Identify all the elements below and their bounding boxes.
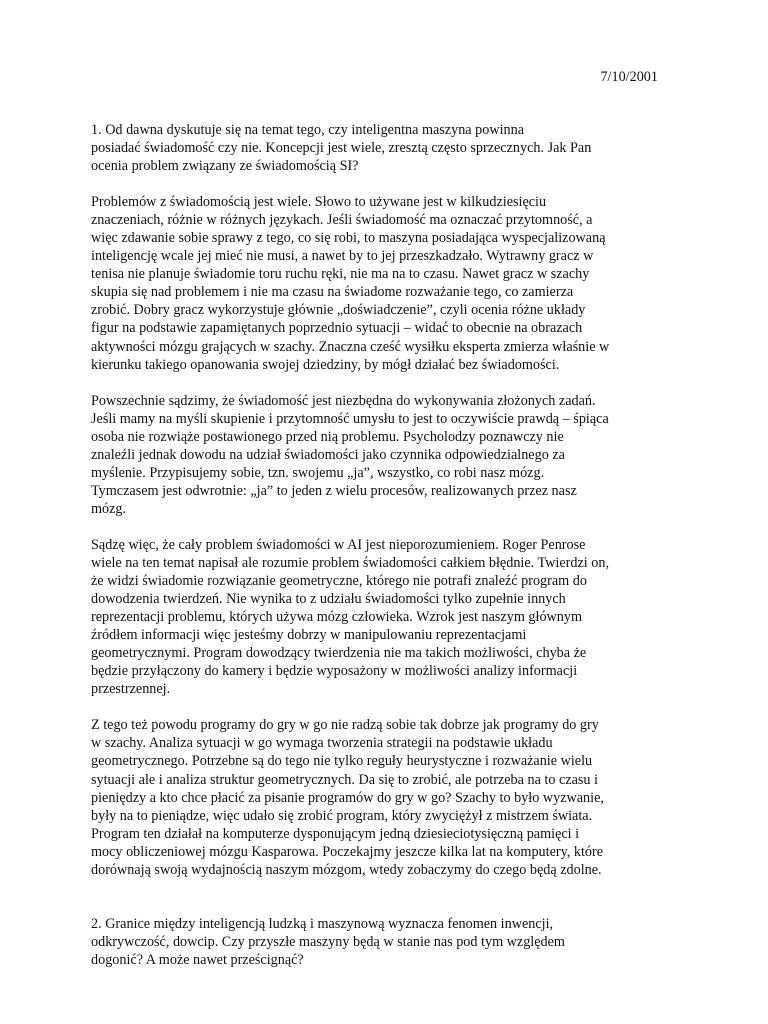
- paragraph-line: znaleźli jednak dowodu na udział świadomości jako czynnika odpowiedzialnego za: [91, 446, 565, 463]
- paragraph-line: mocy obliczeniowej mózgu Kasparowa. Poczekajmy jeszcze kilka lat na komputery, które: [91, 843, 604, 860]
- paragraph-line: wiele na ten temat napisał ale rozumie problem świadomości całkiem błędnie. Twierdzi on,: [91, 554, 609, 571]
- question-1-line: posiadać świadomość czy nie. Koncepcji jest wiele, zresztą często sprzecznych. Jak Pan: [91, 140, 592, 157]
- paragraph-line: Z tego też powodu programy do gry w go nie radzą sobie tak dobrze jak programy do gry: [91, 717, 599, 734]
- paragraph-line: dowodzenia twierdzeń. Nie wynika to z udziału świadomości tylko zupełnie innych: [91, 591, 566, 608]
- paragraph-line: skupia się nad problemem i nie ma czasu na świadome rozważanie tego, co zamierza: [91, 284, 574, 301]
- paragraph-spacer: [91, 175, 671, 193]
- question-2-line: dogonić? A może nawet prześcignąć?: [91, 951, 304, 968]
- paragraph-spacer: [91, 374, 671, 392]
- paragraph-line: aktywności mózgu grających w szachy. Znaczna cześć wysiłku eksperta zmierza właśnie w: [91, 338, 610, 355]
- paragraph-spacer: [91, 518, 671, 536]
- paragraph-line: dorównają swoją wydajnością naszym mózgom, wtedy zobaczymy do czego będą zdolne.: [91, 861, 602, 878]
- paragraph-line: więc zdawanie sobie sprawy z tego, co się robi, to maszyna posiadająca wyspecjalizowaną: [91, 230, 606, 247]
- question-1-line: ocenia problem związany ze świadomością SI?: [91, 158, 359, 175]
- paragraph-line: będzie przyłączony do kamery i będzie wyposażony w możliwości analizy informacji: [91, 663, 578, 680]
- question-2: [91, 915, 671, 969]
- question-1-line: 1. Od dawna dyskutuje się na temat tego, czy inteligentna maszyna powinna: [91, 122, 524, 138]
- question-2-line: odkrywczość, dowcip. Czy przyszłe maszyny będą w stanie nas pod tym względem: [91, 933, 565, 950]
- paragraph-line: zrobić. Dobry gracz wykorzystuje głównie „doświadczenie”, czyli ocenia różne układy: [91, 302, 586, 319]
- paragraph-line: geometrycznymi. Program dowodzący twierdzenia nie ma takich możliwości, chyba że: [91, 645, 587, 662]
- paragraph-line: geometrycznego. Potrzebne są do tego nie tylko reguły heurystyczne i rozważanie wielu: [91, 753, 593, 770]
- answer-paragraph-1: [91, 193, 671, 373]
- paragraph-line: były na to pieniądze, więc udało się zrobić program, który zwyciężył z mistrzem świata.: [91, 807, 593, 824]
- paragraph-line: Problemów z świadomością jest wiele. Słowo to używane jest w kilkudziesięciu: [91, 194, 547, 211]
- answer-paragraph-3: [91, 536, 671, 698]
- paragraph-line: pieniędzy a kto chce płacić za pisanie programów do gry w go? Szachy to było wyzwanie,: [91, 789, 604, 806]
- paragraph-line: sytuacji ale i analiza struktur geometrycznych. Da się to zrobić, ale potrzeba na to czasu i: [91, 771, 598, 788]
- paragraph-line: Program ten działał na komputerze dysponującym jedną dziesieciotysięczną pamięci i: [91, 825, 580, 842]
- paragraph-line: źródłem informacji więc jesteśmy dobrzy w manipulowaniu reprezentacjami: [91, 627, 527, 644]
- paragraph-line: figur na podstawie zapamiętanych poprzednio sytuacji – widać to obecnie na obrazach: [91, 320, 583, 337]
- paragraph-line: znaczeniach, różnie w różnych językach. Jeśli świadomość ma oznaczać przytomność, a: [91, 212, 593, 229]
- paragraph-line: że widzi świadomie rozwiązanie geometryczne, którego nie potrafi znaleźć program do: [91, 573, 587, 590]
- answer-paragraph-4: [91, 716, 671, 878]
- paragraph-line: Tymczasem jest odwrotnie: „ja” to jeden z wielu procesów, realizowanych przez nasz: [91, 482, 577, 499]
- document-date: 7/10/2001: [600, 69, 658, 85]
- paragraph-line: reprezentacji problemu, których używa mózg człowieka. Wzrok jest naszym głównym: [91, 609, 583, 626]
- paragraph-line: Powszechnie sądzimy, że świadomość jest niezbędna do wykonywania złożonych zadań.: [91, 392, 596, 409]
- paragraph-line: kierunku takiego opanowania swojej dziedziny, by mógł działać bez świadomości.: [91, 356, 560, 373]
- paragraph-line: przestrzennej.: [91, 681, 171, 698]
- paragraph-spacer: [91, 879, 671, 915]
- paragraph-line: w szachy. Analiza sytuacji w go wymaga tworzenia strategii na podstawie układu: [91, 735, 553, 752]
- answer-paragraph-2: [91, 392, 671, 518]
- paragraph-line: Sądzę więc, że cały problem świadomości w AI jest nieporozumieniem. Roger Penrose: [91, 536, 586, 553]
- paragraph-spacer: [91, 698, 671, 716]
- document-body: [91, 121, 671, 969]
- paragraph-line: Jeśli mamy na myśli skupienie i przytomność umysłu to jest to oczywiście prawdą – śpiąca: [91, 410, 609, 427]
- paragraph-line: myślenie. Przypisujemy sobie, tzn. swojemu „ja”, wszystko, co robi nasz mózg.: [91, 464, 545, 481]
- paragraph-line: inteligencję wcale jej mieć nie musi, a nawet by to jej przeszkadzało. Wytrawny gracz w: [91, 248, 594, 265]
- question-2-line: 2. Granice między inteligencją ludzką i maszynową wyznacza fenomen inwencji,: [91, 915, 554, 932]
- paragraph-line: mózg.: [91, 500, 127, 517]
- question-1: [91, 121, 671, 175]
- paragraph-line: osoba nie rozwiąże postawionego przed nią problemu. Psycholodzy poznawczy nie: [91, 428, 564, 445]
- paragraph-line: tenisa nie planuje świadomie toru ruchu ręki, nie ma na to czasu. Nawet gracz w szachy: [91, 266, 590, 283]
